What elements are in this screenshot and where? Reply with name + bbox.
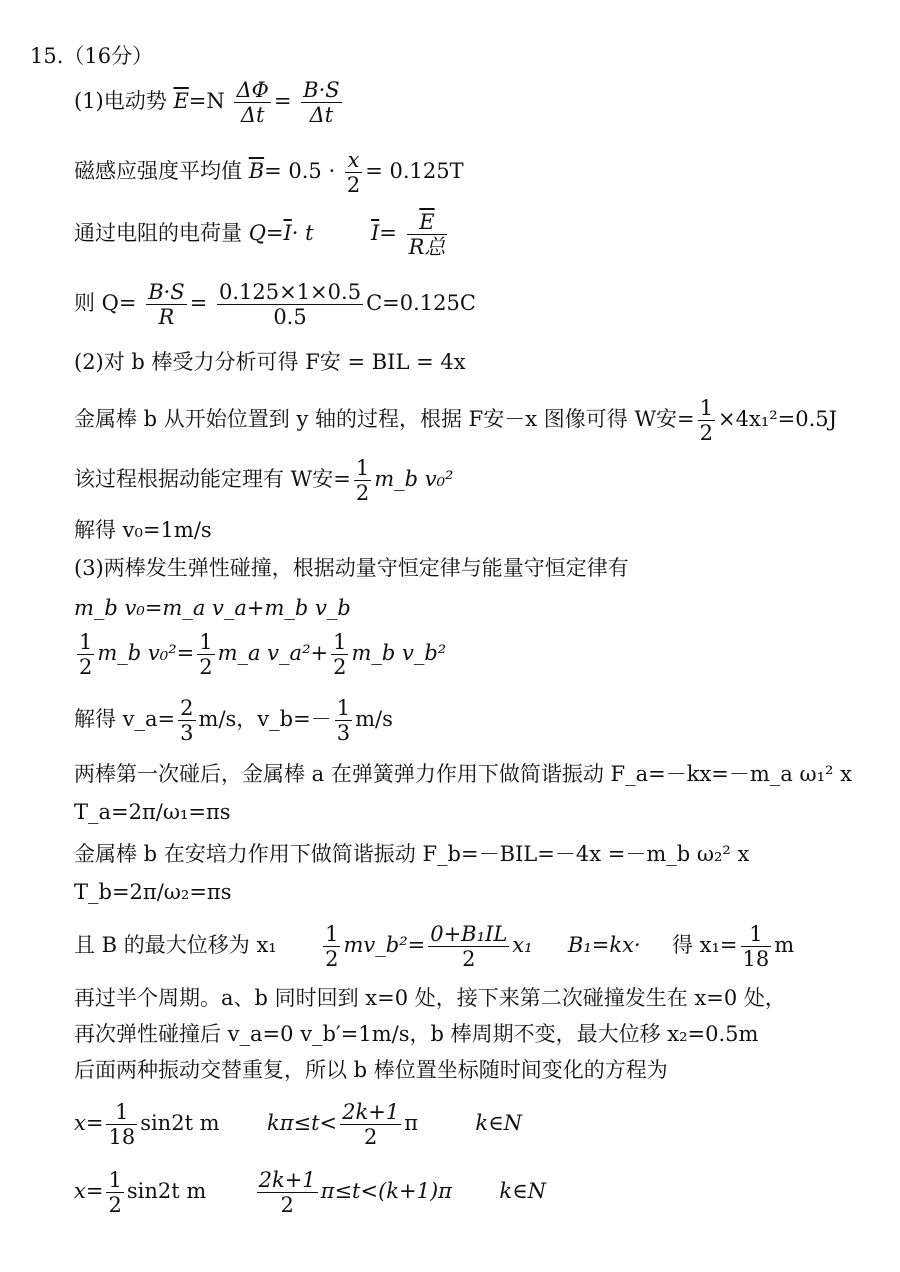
fraction: $\frac{1}{2}$ xyxy=(699,396,714,446)
fraction: $\frac{1}{2}$ xyxy=(333,630,347,680)
fraction: $\frac{1}{2}$ xyxy=(355,456,370,506)
fraction: $\frac{1}{2}$ xyxy=(199,630,213,680)
conclusion-line: 后面两种振动交替重复，所以 b 棒位置坐标随时间变化的方程为 xyxy=(74,1058,668,1082)
period-a-line: T_a=2π/ω₁=πs xyxy=(74,800,231,824)
part2-energy-line: 该过程根据动能定理有 W安= $\frac{1}{2}$ m_b v₀² xyxy=(74,456,454,506)
avg-b-line: 磁感应强度平均值 $\overline{B}= 0.5$ · $\frac{x}{2}$ = 0.125T xyxy=(74,148,464,198)
fraction: $\frac{1}{18}$ xyxy=(108,1100,136,1150)
period-b-line: T_b=2π/ω₂=πs xyxy=(74,880,232,904)
max-displacement-line: 且 B 的最大位移为 x₁ $\frac{1}{2}$ mv_b²= $\frac{\text{0+B₁IL}}{2}$ x₁ B₁=kx· 得 x₁= $\frac{1}{18}$ m xyxy=(74,922,795,972)
second-collision-line: 再次弹性碰撞后 v_a=0 v_b′=1m/s，b 棒周期不变，最大位移 x₂=0.5m xyxy=(74,1022,759,1046)
problem-number: 15.（16分） xyxy=(30,44,154,68)
shm-b-line: 金属棒 b 在安培力作用下做简谐振动 F_b=－BIL=－4x =－m_b ω₂² x xyxy=(74,842,750,866)
part3-intro-line: (3)两棒发生弹性碰撞，根据动量守恒定律与能量守恒定律有 xyxy=(74,556,629,580)
fraction: $\frac{2k+1}{2}$ xyxy=(342,1100,400,1150)
fraction: $\frac{1}{2}$ xyxy=(108,1168,122,1218)
fraction: $\frac{B\cdot S}{R}$ xyxy=(148,280,185,330)
fraction: $\frac{1}{3}$ xyxy=(336,696,351,746)
fraction: $\frac{0.125\times 1\times 0.5}{0.5}$ xyxy=(218,280,362,330)
fraction: $\frac{x}{2}$ xyxy=(346,148,361,198)
charge-result-line: 则 Q= $\frac{B\cdot S}{R}$ = $\frac{0.125\times 1\times 0.5}{0.5}$ C=0.125C xyxy=(74,280,476,330)
fraction: $\frac{\Delta\Phi}{\Delta t}$ xyxy=(236,78,269,128)
fraction: $\frac{1}{2}$ xyxy=(79,630,93,680)
half-period-line: 再过半个周期。a、b 同时回到 x=0 处，接下来第二次碰撞发生在 x=0 处， xyxy=(74,986,786,1010)
fraction: $\frac{\overline{E}}{\text{R总}}$ xyxy=(408,210,446,260)
position-equation-2: x= $\frac{1}{2}$ sin2t m $\frac{2k+1}{2}$ π≤t<(k+1)π k∈N xyxy=(74,1168,546,1218)
fraction: $\frac{2}{3}$ xyxy=(180,696,194,746)
fraction: $\frac{1}{18}$ xyxy=(742,922,770,972)
part2-work-line: 金属棒 b 从开始位置到 y 轴的过程，根据 F安－x 图像可得 W安= $\frac{1}{2}$ ×4x₁²=0.5J xyxy=(74,396,838,446)
velocity-solution: 解得 v_a= $\frac{2}{3}$ m/s，v_b=－ $\frac{1}{3}$ m/s xyxy=(74,696,393,746)
charge-line: 通过电阻的电荷量 $Q=\overline{I}\cdot t$ $\overline{I}=$ $\frac{\overline{E}}{\text{R总}}$ xyxy=(74,210,446,260)
part2-result-line: 解得 v₀=1m/s xyxy=(74,518,212,542)
fraction: $\frac{\text{0+B₁IL}}{2}$ xyxy=(430,922,508,972)
fraction: $\frac{1}{2}$ xyxy=(325,922,339,972)
momentum-equation: m_b v₀=m_a v_a+m_b v_b xyxy=(74,596,351,620)
position-equation-1: x= $\frac{1}{18}$ sin2t m kπ≤t< $\frac{2k+1}{2}$ π k∈N xyxy=(74,1100,523,1150)
emf-line: (1)电动势 $\overline{E}=N$ $\frac{\Delta\Phi}{\Delta t}$ = $\frac{B\cdot S}{\Delta t}$ xyxy=(74,78,340,128)
energy-equation: $\frac{1}{2}$ m_b v₀²= $\frac{1}{2}$ m_a v_a²+ $\frac{1}{2}$ m_b v_b² xyxy=(79,630,447,680)
fraction: $\frac{2k+1}{2}$ xyxy=(258,1168,316,1218)
part2-force-line: (2)对 b 棒受力分析可得 F安 = BIL = 4x xyxy=(74,350,466,374)
shm-a-line: 两棒第一次碰后，金属棒 a 在弹簧弹力作用下做简谐振动 F_a=－kx=－m_a ω₁² x xyxy=(74,762,852,786)
fraction: $\frac{B\cdot S}{\Delta t}$ xyxy=(303,78,340,128)
